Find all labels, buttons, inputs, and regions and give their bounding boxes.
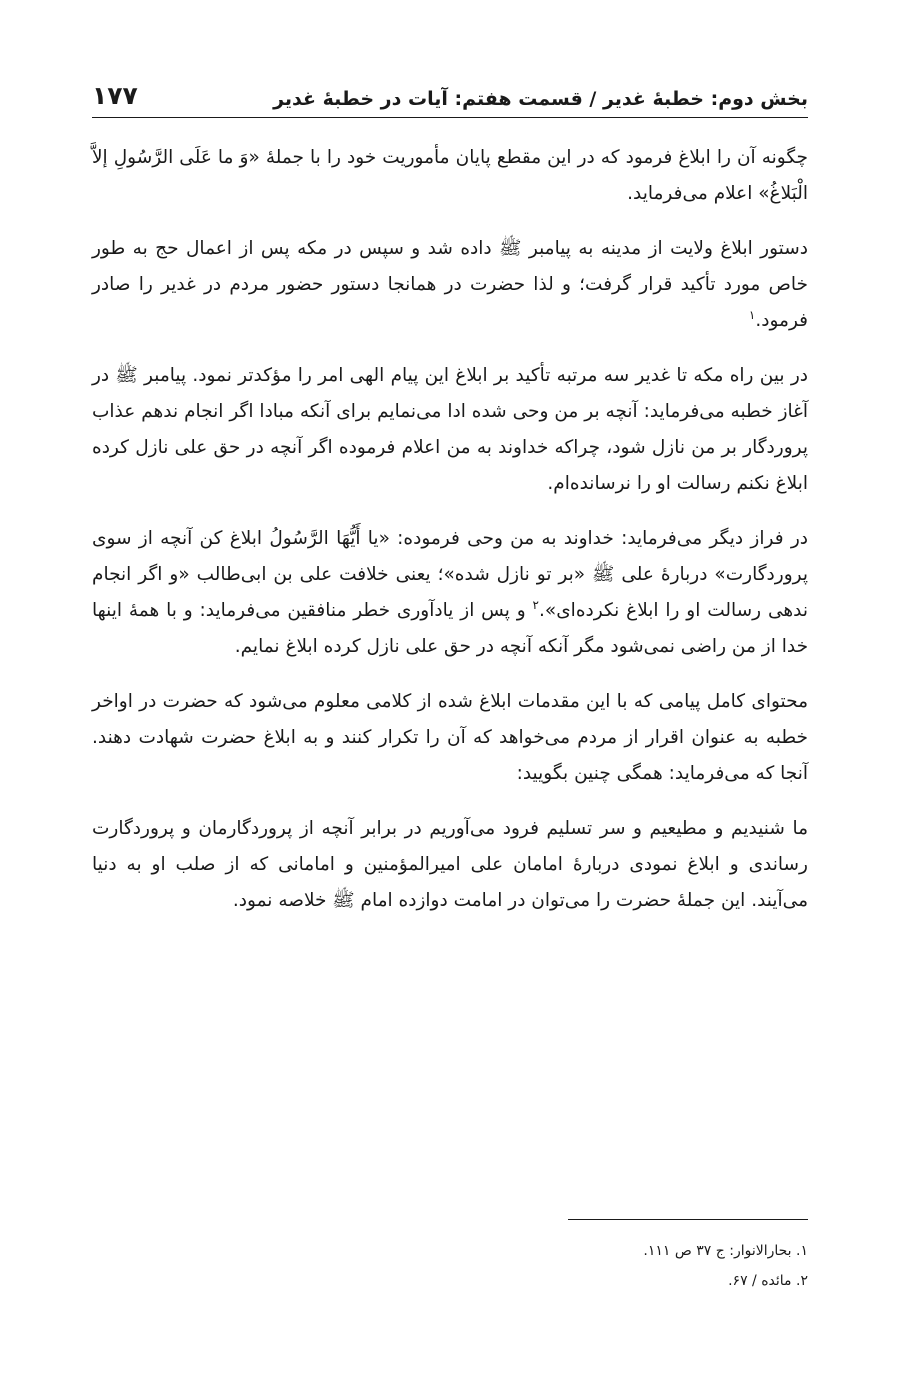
paragraph-text: چگونه آن را ابلاغ فرمود که در این مقطع پایان مأموریت خود را با جملهٔ «وَ ما عَلَی الرَّسُولِ إلاَّ الْبَلاغُ» اعلام می‌فرماید. — [92, 147, 808, 204]
paragraph — [92, 358, 808, 502]
header-rule — [92, 117, 808, 118]
paragraph-text: ما شنیدیم و مطیعیم و سر تسلیم فرود می‌آوریم در برابر آنچه از پروردگارمان و پروردگارت رساندی و ابلاغ نمودی دربارهٔ امامان علی امیرالمؤمنین و امامانی که از صلب او به دنیا می‌آیند. این جملهٔ حضرت را می‌توان در امامت دوازده امام ﷺ خلاصه نمود. — [92, 818, 808, 911]
footnotes — [92, 1236, 808, 1296]
paragraph — [92, 140, 808, 212]
footnote-reference[interactable]: ۲ — [532, 597, 539, 612]
paragraph — [92, 521, 808, 665]
running-title: بخش دوم: خطبهٔ غدیر / قسمت هفتم: آیات در خطبهٔ غدیر — [273, 88, 808, 110]
footnote: ۲. مائده / ۶۷. — [728, 1273, 808, 1289]
running-head — [92, 70, 808, 110]
paragraph — [92, 811, 808, 919]
footnote-reference[interactable]: ۱ — [748, 307, 756, 322]
paragraph-text-continued: و پس از یادآوری خطر منافقین می‌فرماید: و با همهٔ اینها خدا از من راضی نمی‌شود مگر آنکه آنچه در حق علی نازل کرده ابلاغ نمایم. — [92, 600, 808, 657]
paragraph-text: محتوای کامل پیامی که با این مقدمات ابلاغ شده از کلامی معلوم می‌شود که حضرت در اواخر خطبه به عنوان اقرار از مردم می‌خواهد که آن را تکرار کنند و به ابلاغ حضرت شهادت دهند. آنجا که می‌فرماید: همگی چنین بگویید: — [92, 691, 808, 784]
footnote-rule — [568, 1219, 808, 1220]
paragraph-text: در بین راه مکه تا غدیر سه مرتبه تأکید بر ابلاغ این پیام الهی امر را مؤکدتر نمود. پیامبر ﷺ در آغاز خطبه می‌فرماید: آنچه بر من وحی شده ادا می‌نمایم برای آنکه مبادا اگر انجام ندهم عذاب پروردگار بر من نازل شود، چراکه خداوند به من اعلام فرموده اگر آنچه در حق علی نازل کرده ابلاغ نکنم رسالت او را نرسانده‌ام. — [92, 365, 808, 494]
paragraph — [92, 684, 808, 792]
page-number: ۱۷۷ — [92, 81, 138, 110]
paragraph-text: در فراز دیگر می‌فرماید: خداوند به من وحی فرموده: «یا أَیُّهَا الرَّسُولُ ابلاغ کن آنچه از سوی پروردگارت» دربارهٔ علی ﷺ «بر تو نازل شده»؛ یعنی خلافت علی بن ابی‌طالب «و اگر انجام ندهی رسالت او را ابلاغ نکرده‌ای». — [92, 528, 808, 621]
footnote: ۱. بحارالانوار: ج ۳۷ ص ۱۱۱. — [643, 1243, 808, 1259]
paragraph — [92, 231, 808, 339]
book-page — [92, 0, 808, 1390]
paragraph-text: دستور ابلاغ ولایت از مدینه به پیامبر ﷺ داده شد و سپس در مکه پس از اعمال حج به طور خاص مورد تأکید قرار گرفت؛ و لذا حضرت در همانجا دستور حضور مردم در غدیر را صادر فرمود. — [92, 238, 808, 331]
body-text — [92, 140, 808, 938]
